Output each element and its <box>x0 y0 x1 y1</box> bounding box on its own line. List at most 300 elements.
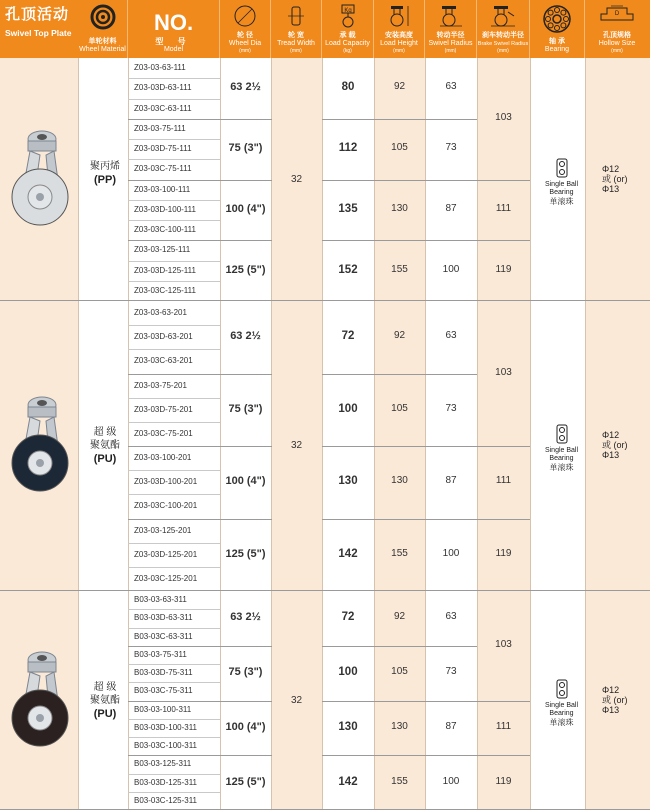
model-number <box>128 144 220 153</box>
model-text: B03-03C-63-311 <box>134 631 193 641</box>
brake-divider <box>477 519 530 520</box>
model-number <box>128 574 220 583</box>
tread-width: 32 <box>290 440 303 451</box>
model-divider <box>128 774 220 775</box>
brake-swivel-radius: 111 <box>495 475 512 487</box>
tread-width: 32 <box>290 173 303 185</box>
bearing-icon <box>542 4 572 34</box>
row-divider <box>322 646 477 647</box>
hollow-size-line: Φ12 <box>602 430 620 440</box>
swivel-radius: 100 <box>442 775 460 787</box>
model-text: Z03-03D-75-111 <box>134 144 192 154</box>
model-divider <box>128 261 220 262</box>
model-number <box>128 63 220 72</box>
bearing-en-2: Bearing <box>549 188 574 196</box>
wheel-dia-zh: 轮 径 <box>237 32 253 39</box>
model-number <box>128 595 220 604</box>
load-height: 105 <box>391 402 408 414</box>
diameter-inch: (5") <box>246 263 266 276</box>
model-number <box>128 266 220 275</box>
brake-radius-zh: 刹车转动半径 <box>482 32 524 39</box>
model-number <box>128 124 220 133</box>
bearing-zh: 轴 承 <box>549 38 565 45</box>
brake-divider <box>477 755 530 756</box>
model-divider <box>128 325 220 326</box>
brake-radius-en: Brake Swivel Radius <box>477 41 529 47</box>
model-divider <box>128 543 220 544</box>
model-number <box>128 332 220 341</box>
product-group <box>0 58 650 301</box>
material-name-zh: 超 级 <box>93 681 117 693</box>
load-height: 130 <box>391 720 408 732</box>
model-number <box>128 650 220 659</box>
model-number <box>128 83 220 92</box>
load-kg-text: Kg <box>343 8 352 14</box>
model-divider <box>128 792 220 793</box>
brake-swivel-radius: 119 <box>495 775 512 787</box>
model-divider <box>128 200 220 201</box>
bearing-zh: 单滚珠 <box>549 196 574 206</box>
bearing-zh: 单滚珠 <box>549 463 574 472</box>
model-divider <box>128 628 220 629</box>
bearing-en-1: Single Ball <box>544 701 579 709</box>
load-capacity: 142 <box>338 775 358 788</box>
model-divider <box>128 139 220 140</box>
wheel-diameter <box>220 548 271 560</box>
model-text: Z03-03-125-201 <box>134 525 192 535</box>
product-group <box>0 301 650 591</box>
hollow-size-line: Φ13 <box>602 450 620 460</box>
model-number <box>128 286 220 295</box>
wheel-diameter <box>220 475 271 487</box>
model-text: Z03-03D-100-111 <box>134 204 196 214</box>
model-number <box>128 550 220 559</box>
hollow-size-line: 或 (or) <box>602 440 628 450</box>
brake-swivel-radius: 111 <box>495 720 512 732</box>
row-divider <box>322 180 477 181</box>
load-capacity: 100 <box>338 402 358 415</box>
load-height: 92 <box>393 81 406 93</box>
model-text: B03-03D-75-311 <box>134 668 193 678</box>
wheel-material-icon <box>90 4 116 30</box>
model-text: B03-03D-100-311 <box>134 722 198 732</box>
load-capacity: 142 <box>338 547 358 560</box>
model-number <box>128 613 220 622</box>
model-text: B03-03-125-311 <box>134 759 192 769</box>
load-capacity: 130 <box>338 475 358 488</box>
model-number <box>128 796 220 805</box>
swivel-radius: 100 <box>442 263 460 275</box>
material-name-zh: 超 级 <box>93 427 117 438</box>
model-text: Z03-03D-125-111 <box>134 265 196 275</box>
load-capacity-zh: 承 载 <box>339 32 356 39</box>
brake-swivel-radius: 119 <box>495 263 512 275</box>
model-number <box>128 705 220 714</box>
model-divider <box>128 737 220 738</box>
model-text: Z03-03-100-201 <box>134 453 192 463</box>
model-no: NO. <box>153 10 194 35</box>
diameter-mm: 63 <box>230 330 243 343</box>
model-number <box>128 185 220 194</box>
wheel-dia-unit: (mm) <box>239 48 251 54</box>
row-divider <box>322 519 477 520</box>
bearing-zh: 单滚珠 <box>549 717 574 727</box>
column-divider <box>530 58 531 300</box>
load-height: 155 <box>391 775 408 787</box>
column-divider <box>78 58 79 300</box>
model-number <box>128 429 220 438</box>
model-text: Z03-03C-100-201 <box>134 501 198 511</box>
header-load-height <box>374 0 425 58</box>
swivel-radius-zh: 转动半径 <box>436 32 465 39</box>
diameter-inch: 2½ <box>245 81 261 94</box>
wheel-material-en: Wheel Material <box>79 46 126 53</box>
model-text: Z03-03-100-111 <box>134 184 191 194</box>
wheel-material-zh: 单轮材料 <box>88 38 117 45</box>
title-en: Swivel Top Plate <box>5 28 72 38</box>
tread-width-unit: (mm) <box>290 48 302 54</box>
table-body <box>0 58 650 810</box>
row-divider <box>128 755 272 756</box>
hollow-size <box>592 164 650 194</box>
model-divider <box>128 349 220 350</box>
header-brake-radius <box>477 0 530 58</box>
load-capacity: 130 <box>338 720 358 733</box>
model-text: Z03-03-75-111 <box>134 123 186 133</box>
swivel-radius: 63 <box>445 611 457 623</box>
tread-width-zh: 轮 宽 <box>288 32 304 39</box>
row-divider <box>322 701 477 702</box>
hollow-size <box>592 685 650 715</box>
brake-radius-icon <box>488 4 518 28</box>
row-divider <box>322 119 477 120</box>
swivel-radius: 63 <box>445 330 457 342</box>
brake-swivel-radius: 111 <box>495 202 512 214</box>
brake-swivel-radius: 119 <box>495 547 512 559</box>
header-load-capacity <box>322 0 374 58</box>
row-divider <box>128 519 272 520</box>
load-weight-icon <box>335 4 361 28</box>
wheel-diameter <box>220 721 271 733</box>
hollow-size-line: Φ13 <box>602 704 620 715</box>
material-abbr: (PU) <box>93 453 117 465</box>
swivel-radius: 87 <box>445 202 457 214</box>
model-text: B03-03C-125-311 <box>134 795 198 805</box>
brake-divider <box>477 180 530 181</box>
hollow-unit: (mm) <box>611 48 623 54</box>
brake-divider <box>477 701 530 702</box>
model-text: Z03-03C-125-201 <box>134 573 198 583</box>
product-group <box>0 591 650 810</box>
model-text: B03-03-63-311 <box>134 595 187 605</box>
diameter-mm: 75 <box>228 666 241 679</box>
material-abbr: (PU) <box>93 707 117 720</box>
row-divider <box>128 701 272 702</box>
swivel-radius: 73 <box>445 666 457 678</box>
column-divider <box>530 301 531 590</box>
diameter-mm: 100 <box>225 475 244 488</box>
wheel-material <box>80 160 130 188</box>
model-number <box>128 225 220 234</box>
hollow-size-line: 或 (or) <box>602 173 628 184</box>
row-divider <box>128 374 272 375</box>
material-name-zh: 聚氨酯 <box>90 440 120 451</box>
hollow-d-text: D <box>614 11 620 17</box>
model-text: B03-03D-125-311 <box>134 777 198 787</box>
bearing-en-1: Single Ball <box>544 447 579 454</box>
load-height: 130 <box>391 202 408 214</box>
load-capacity: 72 <box>341 611 355 624</box>
load-height: 92 <box>393 611 406 623</box>
model-text: B03-03C-75-311 <box>134 686 193 696</box>
bearing-info <box>534 679 589 728</box>
load-height-icon <box>385 4 413 28</box>
model-number <box>128 632 220 641</box>
load-height: 92 <box>393 330 406 342</box>
load-capacity: 152 <box>338 263 358 276</box>
model-number <box>128 205 220 214</box>
diameter-inch: (3") <box>243 402 263 415</box>
model-number <box>128 245 220 254</box>
model-divider <box>128 281 220 282</box>
model-number <box>128 477 220 486</box>
model-divider <box>128 220 220 221</box>
brake-divider <box>477 446 530 447</box>
row-divider <box>128 240 272 241</box>
brake-radius-unit: (mm) <box>497 48 509 54</box>
bearing-en: Bearing <box>544 46 570 53</box>
diameter-mm: 125 <box>225 775 244 788</box>
model-number <box>128 104 220 113</box>
hollow-size-line: Φ12 <box>602 163 620 174</box>
swivel-radius-icon <box>437 4 465 28</box>
row-divider <box>322 446 477 447</box>
column-divider <box>78 591 79 809</box>
model-text: Z03-03C-125-111 <box>134 285 196 295</box>
brake-swivel-radius: 103 <box>495 111 512 123</box>
model-divider <box>128 609 220 610</box>
wheel-diameter <box>220 203 271 215</box>
model-divider <box>128 494 220 495</box>
header-wheel-dia <box>220 0 271 58</box>
material-name-zh: 聚丙烯 <box>90 160 120 172</box>
diameter-mm: 63 <box>230 611 243 624</box>
row-divider <box>322 755 477 756</box>
diameter-inch: (3") <box>243 142 263 155</box>
diameter-mm: 100 <box>225 720 244 733</box>
model-number <box>128 381 220 390</box>
model-number <box>128 778 220 787</box>
model-divider <box>128 78 220 79</box>
wheel-diameter-icon <box>234 4 256 28</box>
row-divider <box>128 180 272 181</box>
table-header <box>0 0 650 58</box>
model-divider <box>128 664 220 665</box>
model-number <box>128 759 220 768</box>
hollow-size-line: Φ13 <box>602 183 620 194</box>
model-number <box>128 723 220 732</box>
wheel-diameter <box>220 403 271 415</box>
hollow-size-icon <box>597 4 637 28</box>
diameter-mm: 125 <box>225 263 244 276</box>
load-capacity: 100 <box>338 666 358 679</box>
load-height: 155 <box>391 263 408 275</box>
row-divider <box>128 119 272 120</box>
title-zh: 孔顶活动 <box>5 6 70 23</box>
caster-image <box>4 646 76 761</box>
load-capacity-unit: (kg) <box>343 48 352 54</box>
model-text: B03-03C-100-311 <box>134 741 198 751</box>
hollow-en: Hollow Size <box>598 40 636 47</box>
model-divider <box>128 398 220 399</box>
bearing-en-2: Bearing <box>549 709 574 717</box>
header-tread-width <box>271 0 322 58</box>
model-text: Z03-03C-100-111 <box>134 225 196 235</box>
model-number <box>128 686 220 695</box>
model-text: B03-03D-63-311 <box>134 613 193 623</box>
brake-swivel-radius: 103 <box>495 366 512 378</box>
diameter-inch: (4") <box>246 202 266 215</box>
diameter-inch: (3") <box>243 666 263 679</box>
tread-width-en: Tread Width <box>277 40 315 47</box>
brake-swivel-radius: 103 <box>495 638 512 650</box>
model-zh: 型 号 <box>155 37 192 46</box>
swivel-radius: 73 <box>445 142 457 154</box>
row-divider <box>128 446 272 447</box>
header-bearing <box>530 0 585 58</box>
diameter-inch: 2½ <box>245 611 261 624</box>
swivel-radius-unit: (mm) <box>444 48 457 54</box>
model-text: Z03-03-63-201 <box>134 308 187 318</box>
model-text: Z03-03D-63-111 <box>134 83 192 93</box>
swivel-radius-en: Swivel Radius <box>428 40 473 47</box>
hollow-size-line: Φ12 <box>602 684 620 695</box>
wheel-diameter <box>220 611 271 623</box>
load-capacity: 72 <box>341 330 355 343</box>
model-text: Z03-03C-63-201 <box>134 356 193 366</box>
model-divider <box>128 422 220 423</box>
header-model <box>128 0 220 58</box>
diameter-inch: 2½ <box>245 330 261 343</box>
load-height-en: Load Height <box>380 40 418 47</box>
bearing-info <box>534 424 589 473</box>
model-divider <box>128 159 220 160</box>
diameter-mm: 63 <box>230 81 243 94</box>
row-divider <box>322 374 477 375</box>
wheel-material <box>80 426 130 467</box>
wheel-dia-en: Wheel Dia <box>228 40 262 47</box>
model-text: Z03-03C-75-111 <box>134 164 192 174</box>
tread-width: 32 <box>290 694 303 706</box>
single-ball-bearing-icon <box>534 158 589 181</box>
material-name-zh: 聚氨酯 <box>90 694 120 706</box>
model-divider <box>128 682 220 683</box>
wheel-diameter <box>220 142 271 154</box>
wheel-diameter <box>220 81 271 93</box>
bearing-en-1: Single Ball <box>544 180 579 188</box>
model-text: B03-03-100-311 <box>134 704 192 714</box>
model-text: Z03-03D-100-201 <box>134 477 198 487</box>
diameter-mm: 75 <box>228 142 241 155</box>
model-text: Z03-03C-63-111 <box>134 103 192 113</box>
bearing-info <box>534 158 589 207</box>
load-height-zh: 安装高度 <box>385 32 413 39</box>
swivel-radius: 87 <box>445 720 457 732</box>
header-hollow <box>585 0 649 58</box>
diameter-inch: (5") <box>246 547 266 560</box>
model-number <box>128 526 220 535</box>
brake-divider <box>477 240 530 241</box>
model-number <box>128 453 220 462</box>
model-number <box>128 308 220 317</box>
swivel-radius: 100 <box>442 547 460 559</box>
header-title <box>0 0 78 58</box>
model-number <box>128 356 220 365</box>
caster-image <box>4 125 76 240</box>
header-wheel-material <box>78 0 128 58</box>
hollow-size <box>592 430 650 460</box>
model-text: Z03-03D-125-201 <box>134 549 198 559</box>
load-capacity-en: Load Capacity <box>325 40 370 47</box>
load-capacity: 80 <box>341 81 355 94</box>
load-capacity: 112 <box>338 142 358 155</box>
swivel-radius: 73 <box>445 402 457 414</box>
model-text: Z03-03-125-111 <box>134 245 191 255</box>
model-number <box>128 668 220 677</box>
column-divider <box>530 591 531 809</box>
model-text: Z03-03-63-111 <box>134 63 186 73</box>
wheel-diameter <box>220 776 271 788</box>
model-text: B03-03-75-311 <box>134 649 187 659</box>
model-number <box>128 501 220 510</box>
row-divider <box>128 646 272 647</box>
tread-width-icon <box>286 4 306 28</box>
load-capacity: 135 <box>338 202 358 215</box>
wheel-diameter <box>220 330 271 342</box>
material-abbr: (PP) <box>94 173 116 186</box>
load-height: 105 <box>391 142 408 154</box>
row-divider <box>322 240 477 241</box>
model-number <box>128 405 220 414</box>
model-number <box>128 741 220 750</box>
load-height: 155 <box>391 547 408 559</box>
model-text: Z03-03D-75-201 <box>134 404 193 414</box>
wheel-diameter <box>220 666 271 678</box>
swivel-radius: 87 <box>445 475 457 487</box>
diameter-inch: (4") <box>246 475 266 488</box>
model-text: Z03-03-75-201 <box>134 380 187 390</box>
caster-image <box>4 391 76 506</box>
swivel-radius: 63 <box>445 81 457 93</box>
hollow-size-line: 或 (or) <box>602 694 628 705</box>
wheel-diameter <box>220 264 271 276</box>
single-ball-bearing-icon <box>534 424 589 447</box>
diameter-mm: 100 <box>225 202 244 215</box>
model-divider <box>128 470 220 471</box>
diameter-inch: (5") <box>246 775 266 788</box>
model-divider <box>128 99 220 100</box>
header-swivel-radius <box>425 0 477 58</box>
load-height: 130 <box>391 475 408 487</box>
model-number <box>128 164 220 173</box>
model-text: Z03-03C-75-201 <box>134 428 193 438</box>
load-height-unit: (mm) <box>393 48 405 54</box>
diameter-mm: 75 <box>228 402 241 415</box>
diameter-mm: 125 <box>225 547 244 560</box>
single-ball-bearing-icon <box>534 679 589 702</box>
wheel-material <box>80 681 130 722</box>
column-divider <box>78 301 79 590</box>
